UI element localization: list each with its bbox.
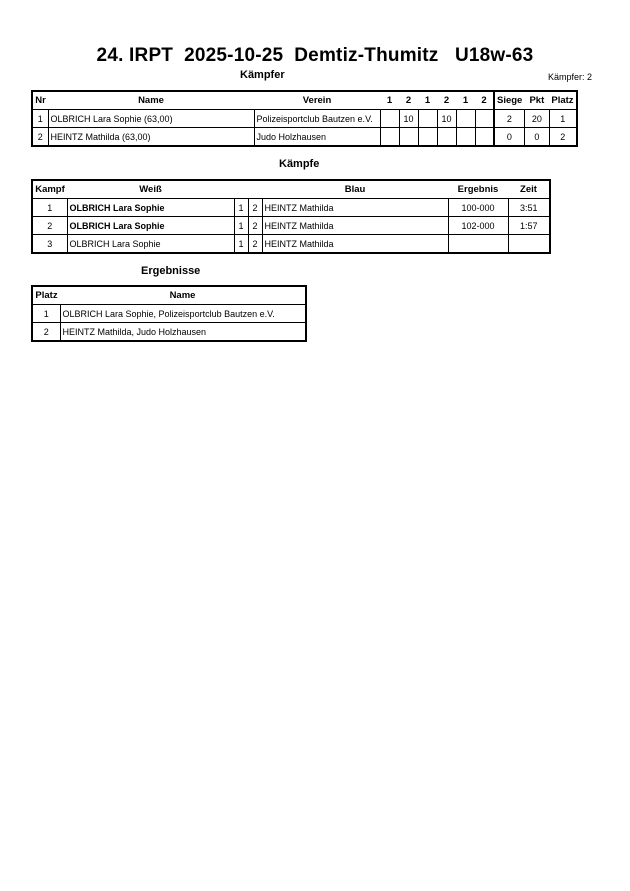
table-row xyxy=(32,217,550,235)
header-name: Name xyxy=(48,91,254,110)
event-name: 24. IRPT xyxy=(96,45,174,66)
header-round-1: 1 xyxy=(380,91,399,110)
header-name: Name xyxy=(60,286,306,305)
fight-blue: HEINTZ Mathilda xyxy=(262,199,448,217)
fighter-club: Polizeisportclub Bautzen e.V. xyxy=(254,110,380,128)
header-round-4: 2 xyxy=(437,91,456,110)
round-score xyxy=(456,110,475,128)
result-place: 2 xyxy=(32,323,60,342)
fights-table xyxy=(31,179,551,254)
fighters-count: Kämpfer: 2 xyxy=(548,72,593,82)
header-weiss: Weiß xyxy=(67,180,234,199)
fight-white-nr: 1 xyxy=(234,199,248,217)
fight-time: 3:51 xyxy=(508,199,550,217)
fighter-siege: 0 xyxy=(494,128,524,147)
fighter-club: Judo Holzhausen xyxy=(254,128,380,147)
round-score xyxy=(475,110,494,128)
header-siege: Siege xyxy=(494,91,524,110)
header-round-3: 1 xyxy=(418,91,437,110)
fight-blue: HEINTZ Mathilda xyxy=(262,217,448,235)
fight-white: OLBRICH Lara Sophie xyxy=(67,217,234,235)
fighter-pkt: 0 xyxy=(524,128,549,147)
header-verein: Verein xyxy=(254,91,380,110)
header-platz: Platz xyxy=(549,91,576,110)
table-row xyxy=(32,110,577,128)
round-score: 10 xyxy=(437,110,456,128)
header-nr: Nr xyxy=(32,91,48,110)
round-score xyxy=(380,110,399,128)
round-score xyxy=(437,128,456,147)
fight-white: OLBRICH Lara Sophie xyxy=(67,235,234,254)
result-name: HEINTZ Mathilda, Judo Holzhausen xyxy=(60,323,306,342)
fight-blue: HEINTZ Mathilda xyxy=(262,235,448,254)
fighters-header-row xyxy=(32,91,577,110)
round-score: 10 xyxy=(399,110,418,128)
round-score xyxy=(418,128,437,147)
fighters-section-title: Kämpfer xyxy=(240,69,285,81)
fight-number: 1 xyxy=(32,199,67,217)
fight-blue-nr: 2 xyxy=(248,199,262,217)
fight-number: 2 xyxy=(32,217,67,235)
header-round-2: 2 xyxy=(399,91,418,110)
fight-white-nr: 1 xyxy=(234,217,248,235)
fights-header-row xyxy=(32,180,550,199)
table-row xyxy=(32,235,550,254)
header-kampf: Kampf xyxy=(32,180,67,199)
result-name: OLBRICH Lara Sophie, Polizeisportclub Bautzen e.V. xyxy=(60,305,306,323)
fight-time xyxy=(508,235,550,254)
round-score xyxy=(456,128,475,147)
fighter-name: HEINTZ Mathilda (63,00) xyxy=(48,128,254,147)
fighter-platz: 2 xyxy=(549,128,576,147)
result-place: 1 xyxy=(32,305,60,323)
fighter-pkt: 20 xyxy=(524,110,549,128)
round-score xyxy=(418,110,437,128)
fighters-table xyxy=(31,90,578,147)
fights-section-title: Kämpfe xyxy=(279,158,320,170)
header-round-6: 2 xyxy=(475,91,494,110)
header-ergebnis: Ergebnis xyxy=(448,180,508,199)
fight-time: 1:57 xyxy=(508,217,550,235)
header-blau: Blau xyxy=(262,180,448,199)
fight-white: OLBRICH Lara Sophie xyxy=(67,199,234,217)
fighter-siege: 2 xyxy=(494,110,524,128)
results-section-title: Ergebnisse xyxy=(141,265,201,277)
fight-number: 3 xyxy=(32,235,67,254)
header-zeit: Zeit xyxy=(508,180,550,199)
table-row xyxy=(32,199,550,217)
fight-blue-nr: 2 xyxy=(248,217,262,235)
fighter-name: OLBRICH Lara Sophie (63,00) xyxy=(48,110,254,128)
round-score xyxy=(380,128,399,147)
header-pkt: Pkt xyxy=(524,91,549,110)
table-row xyxy=(32,305,306,323)
fight-result: 102-000 xyxy=(448,217,508,235)
fight-white-nr: 1 xyxy=(234,235,248,254)
header-round-5: 1 xyxy=(456,91,475,110)
event-place: Demtiz-Thumitz xyxy=(294,45,439,66)
event-date: 2025-10-25 xyxy=(184,45,284,66)
page-title xyxy=(0,45,630,67)
fighter-nr: 2 xyxy=(32,128,48,147)
fight-blue-nr: 2 xyxy=(248,235,262,254)
results-header-row xyxy=(32,286,306,305)
round-score xyxy=(399,128,418,147)
table-row xyxy=(32,323,306,342)
fight-result xyxy=(448,235,508,254)
weight-category: U18w-63 xyxy=(454,45,534,66)
round-score xyxy=(475,128,494,147)
fight-result: 100-000 xyxy=(448,199,508,217)
results-table xyxy=(31,285,307,342)
header-platz: Platz xyxy=(32,286,60,305)
fighter-platz: 1 xyxy=(549,110,576,128)
fighter-nr: 1 xyxy=(32,110,48,128)
table-row xyxy=(32,128,577,147)
